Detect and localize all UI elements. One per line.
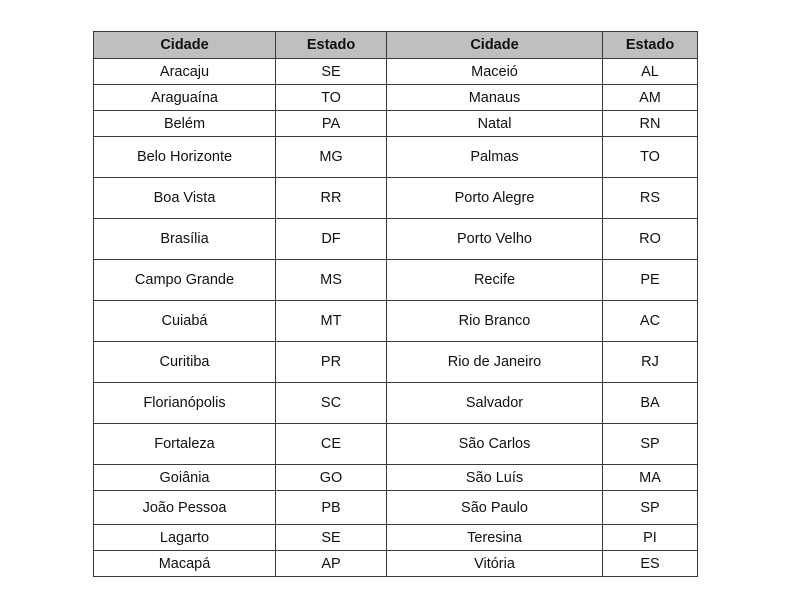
city-cell: Fortaleza: [94, 424, 276, 465]
city-cell: Porto Alegre: [387, 178, 603, 219]
table-row: [94, 342, 698, 383]
state-cell: RS: [603, 178, 698, 219]
city-cell: São Carlos: [387, 424, 603, 465]
table-row: [94, 383, 698, 424]
header-cidade-left: Cidade: [94, 32, 276, 59]
state-cell: ES: [603, 551, 698, 577]
state-cell: AP: [276, 551, 387, 577]
table-row: [94, 491, 698, 525]
city-cell: Salvador: [387, 383, 603, 424]
state-cell: TO: [603, 137, 698, 178]
state-cell: DF: [276, 219, 387, 260]
table-row: [94, 219, 698, 260]
state-cell: SE: [276, 525, 387, 551]
city-cell: Manaus: [387, 85, 603, 111]
state-cell: GO: [276, 465, 387, 491]
table-row: [94, 301, 698, 342]
header-cidade-right: Cidade: [387, 32, 603, 59]
city-cell: Lagarto: [94, 525, 276, 551]
city-cell: Palmas: [387, 137, 603, 178]
city-cell: Campo Grande: [94, 260, 276, 301]
table-row: [94, 465, 698, 491]
city-cell: São Paulo: [387, 491, 603, 525]
table-row: [94, 59, 698, 85]
table-body: [94, 59, 698, 577]
state-cell: AC: [603, 301, 698, 342]
table-header: [94, 32, 698, 59]
table-row: [94, 525, 698, 551]
state-cell: AL: [603, 59, 698, 85]
table-row: [94, 260, 698, 301]
state-cell: TO: [276, 85, 387, 111]
state-cell: AM: [603, 85, 698, 111]
state-cell: PA: [276, 111, 387, 137]
state-cell: PB: [276, 491, 387, 525]
state-cell: MG: [276, 137, 387, 178]
state-cell: SC: [276, 383, 387, 424]
city-cell: São Luís: [387, 465, 603, 491]
state-cell: SP: [603, 424, 698, 465]
state-cell: MS: [276, 260, 387, 301]
state-cell: RR: [276, 178, 387, 219]
city-cell: Rio de Janeiro: [387, 342, 603, 383]
table-row: [94, 424, 698, 465]
state-cell: BA: [603, 383, 698, 424]
state-cell: RN: [603, 111, 698, 137]
city-cell: Recife: [387, 260, 603, 301]
city-cell: Porto Velho: [387, 219, 603, 260]
table-row: [94, 178, 698, 219]
city-cell: Rio Branco: [387, 301, 603, 342]
header-estado-right: Estado: [603, 32, 698, 59]
city-cell: Maceió: [387, 59, 603, 85]
state-cell: RJ: [603, 342, 698, 383]
state-cell: MA: [603, 465, 698, 491]
city-cell: Boa Vista: [94, 178, 276, 219]
table-row: [94, 551, 698, 577]
state-cell: PR: [276, 342, 387, 383]
city-cell: Belo Horizonte: [94, 137, 276, 178]
state-cell: MT: [276, 301, 387, 342]
state-cell: CE: [276, 424, 387, 465]
state-cell: SE: [276, 59, 387, 85]
city-cell: Vitória: [387, 551, 603, 577]
table-row: [94, 111, 698, 137]
city-cell: Macapá: [94, 551, 276, 577]
header-row: [94, 32, 698, 59]
state-cell: RO: [603, 219, 698, 260]
table-row: [94, 85, 698, 111]
city-cell: Belém: [94, 111, 276, 137]
state-cell: PE: [603, 260, 698, 301]
table-row: [94, 137, 698, 178]
cities-table: [93, 31, 698, 577]
header-estado-left: Estado: [276, 32, 387, 59]
state-cell: SP: [603, 491, 698, 525]
city-cell: Curitiba: [94, 342, 276, 383]
city-cell: Natal: [387, 111, 603, 137]
city-cell: Brasília: [94, 219, 276, 260]
city-cell: Teresina: [387, 525, 603, 551]
city-cell: Goiânia: [94, 465, 276, 491]
city-cell: Cuiabá: [94, 301, 276, 342]
city-cell: Florianópolis: [94, 383, 276, 424]
city-cell: Araguaína: [94, 85, 276, 111]
state-cell: PI: [603, 525, 698, 551]
city-cell: João Pessoa: [94, 491, 276, 525]
city-cell: Aracaju: [94, 59, 276, 85]
